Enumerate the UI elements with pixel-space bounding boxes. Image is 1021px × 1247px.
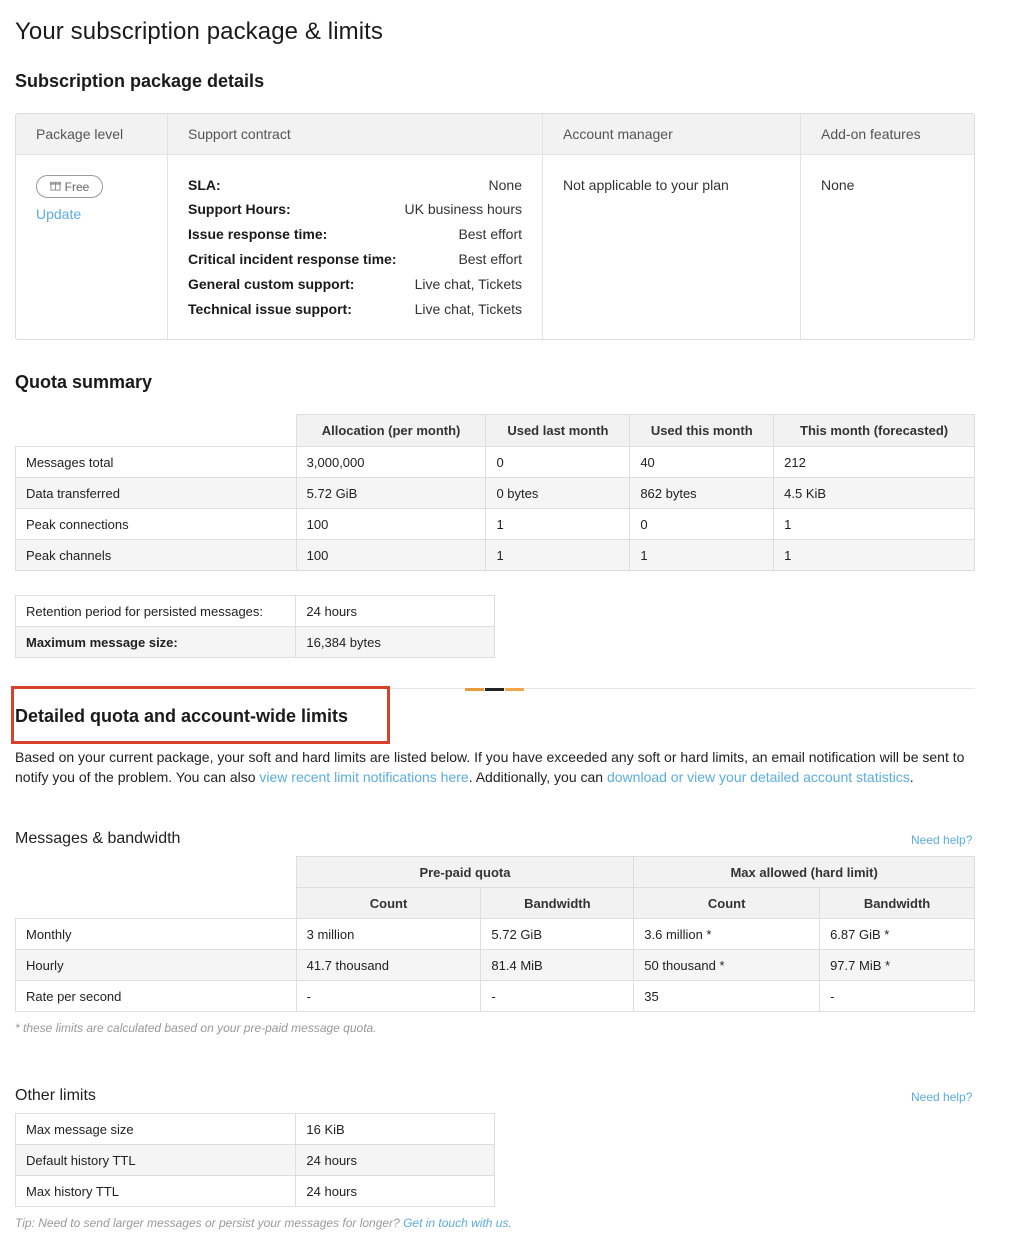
support-value-technical-support: Live chat, Tickets xyxy=(414,301,522,317)
quota-section-title: Quota summary xyxy=(15,372,153,392)
table-row: Rate per second - - 35 - xyxy=(16,981,975,1012)
row-label: Peak channels xyxy=(16,540,297,571)
support-value-critical-response: Best effort xyxy=(458,251,522,267)
quota-summary-table xyxy=(15,414,975,571)
table-row: Default history TTL 24 hours xyxy=(16,1145,495,1176)
limits-intro: Based on your current package, your soft and hard limits are listed below. If you have exceeded any soft or hard limits, an email notification will be sent to notify you of the problem. You can also view recent limit notifications here. Additionally, you can download or view your detailed account statistics. xyxy=(15,749,965,785)
row-label: Rate per second xyxy=(16,981,297,1012)
row-label: Default history TTL xyxy=(16,1145,296,1176)
quota-col-forecasted: This month (forecasted) xyxy=(774,415,975,447)
table-row: Data transferred 5.72 GiB 0 bytes 862 bytes 4.5 KiB xyxy=(16,478,975,509)
header-package-level: Package level xyxy=(36,126,124,142)
support-label-issue-response: Issue response time: xyxy=(188,226,328,242)
support-label-hours: Support Hours: xyxy=(188,201,291,217)
sub-header-bandwidth: Bandwidth xyxy=(820,888,975,919)
table-row: Peak channels 100 1 1 1 xyxy=(16,540,975,571)
table-row: Messages total 3,000,000 0 40 212 xyxy=(16,447,975,478)
header-account-manager: Account manager xyxy=(563,126,673,142)
package-level-label: Free xyxy=(64,179,90,194)
support-label-technical-support: Technical issue support: xyxy=(188,301,352,317)
support-value-issue-response: Best effort xyxy=(458,226,522,242)
contact-us-link[interactable]: Get in touch with us. xyxy=(403,1216,512,1230)
support-value-sla: None xyxy=(488,177,522,193)
quota-col-used-this-month: Used this month xyxy=(630,415,774,447)
messages-bandwidth-title: Messages & bandwidth xyxy=(15,830,181,847)
account-manager-value: Not applicable to your plan xyxy=(563,177,729,193)
row-label: Messages total xyxy=(16,447,297,478)
row-label: Data transferred xyxy=(16,478,297,509)
row-label: Hourly xyxy=(16,950,297,981)
package-level-badge xyxy=(36,175,103,198)
sub-header-count: Count xyxy=(634,888,820,919)
gift-icon xyxy=(50,180,61,194)
support-label-sla: SLA: xyxy=(188,177,221,193)
update-package-link[interactable]: Update xyxy=(36,206,82,222)
group-header-prepaid: Pre-paid quota xyxy=(296,857,634,888)
table-row: Max message size 16 KiB xyxy=(16,1114,495,1145)
support-label-critical-response: Critical incident response time: xyxy=(188,251,397,267)
row-label: Max message size xyxy=(16,1114,296,1145)
row-label: Peak connections xyxy=(16,509,297,540)
support-label-custom-support: General custom support: xyxy=(188,276,355,292)
tip-text: Tip: Need to send larger messages or persist your messages for longer? Get in touch with us. xyxy=(15,1216,512,1230)
other-limits-title: Other limits xyxy=(15,1087,96,1104)
row-label: Max history TTL xyxy=(16,1176,296,1207)
table-row: Peak connections 100 1 0 1 xyxy=(16,509,975,540)
addon-features-value: None xyxy=(821,177,855,193)
group-header-max-allowed: Max allowed (hard limit) xyxy=(634,857,975,888)
table-row: Retention period for persisted messages: 24 hours xyxy=(16,596,495,627)
table-row: Monthly 3 million 5.72 GiB 3.6 million * 6.87 GiB * xyxy=(16,919,975,950)
support-value-hours: UK business hours xyxy=(404,201,522,217)
row-label: Maximum message size: xyxy=(16,627,296,658)
quota-col-allocation: Allocation (per month) xyxy=(296,415,486,447)
sub-header-count: Count xyxy=(296,888,481,919)
quota-col-used-last-month: Used last month xyxy=(486,415,630,447)
need-help-link[interactable]: Need help? xyxy=(911,1090,973,1104)
retention-table xyxy=(15,595,495,658)
need-help-link[interactable]: Need help? xyxy=(911,833,973,847)
limit-notifications-link[interactable]: view recent limit notifications here xyxy=(259,769,469,785)
header-addon-features: Add-on features xyxy=(821,126,921,142)
limits-section-title: Detailed quota and account-wide limits xyxy=(15,706,349,726)
limits-footnote: * these limits are calculated based on your pre-paid message quota. xyxy=(15,1021,377,1035)
package-section-title: Subscription package details xyxy=(15,71,265,91)
page-title: Your subscription package & limits xyxy=(15,18,384,45)
table-row: Max history TTL 24 hours xyxy=(16,1176,495,1207)
row-label: Monthly xyxy=(16,919,297,950)
row-label: Retention period for persisted messages: xyxy=(16,596,296,627)
table-row: Maximum message size: 16,384 bytes xyxy=(16,627,495,658)
support-value-custom-support: Live chat, Tickets xyxy=(414,276,522,292)
account-statistics-link[interactable]: download or view your detailed account statistics xyxy=(606,769,910,785)
other-limits-table xyxy=(15,1113,495,1207)
sub-header-bandwidth: Bandwidth xyxy=(481,888,634,919)
table-row: Hourly 41.7 thousand 81.4 MiB 50 thousand * 97.7 MiB * xyxy=(16,950,975,981)
messages-bandwidth-table xyxy=(15,856,975,1012)
package-details-panel xyxy=(15,113,975,340)
header-support-contract: Support contract xyxy=(188,126,291,142)
